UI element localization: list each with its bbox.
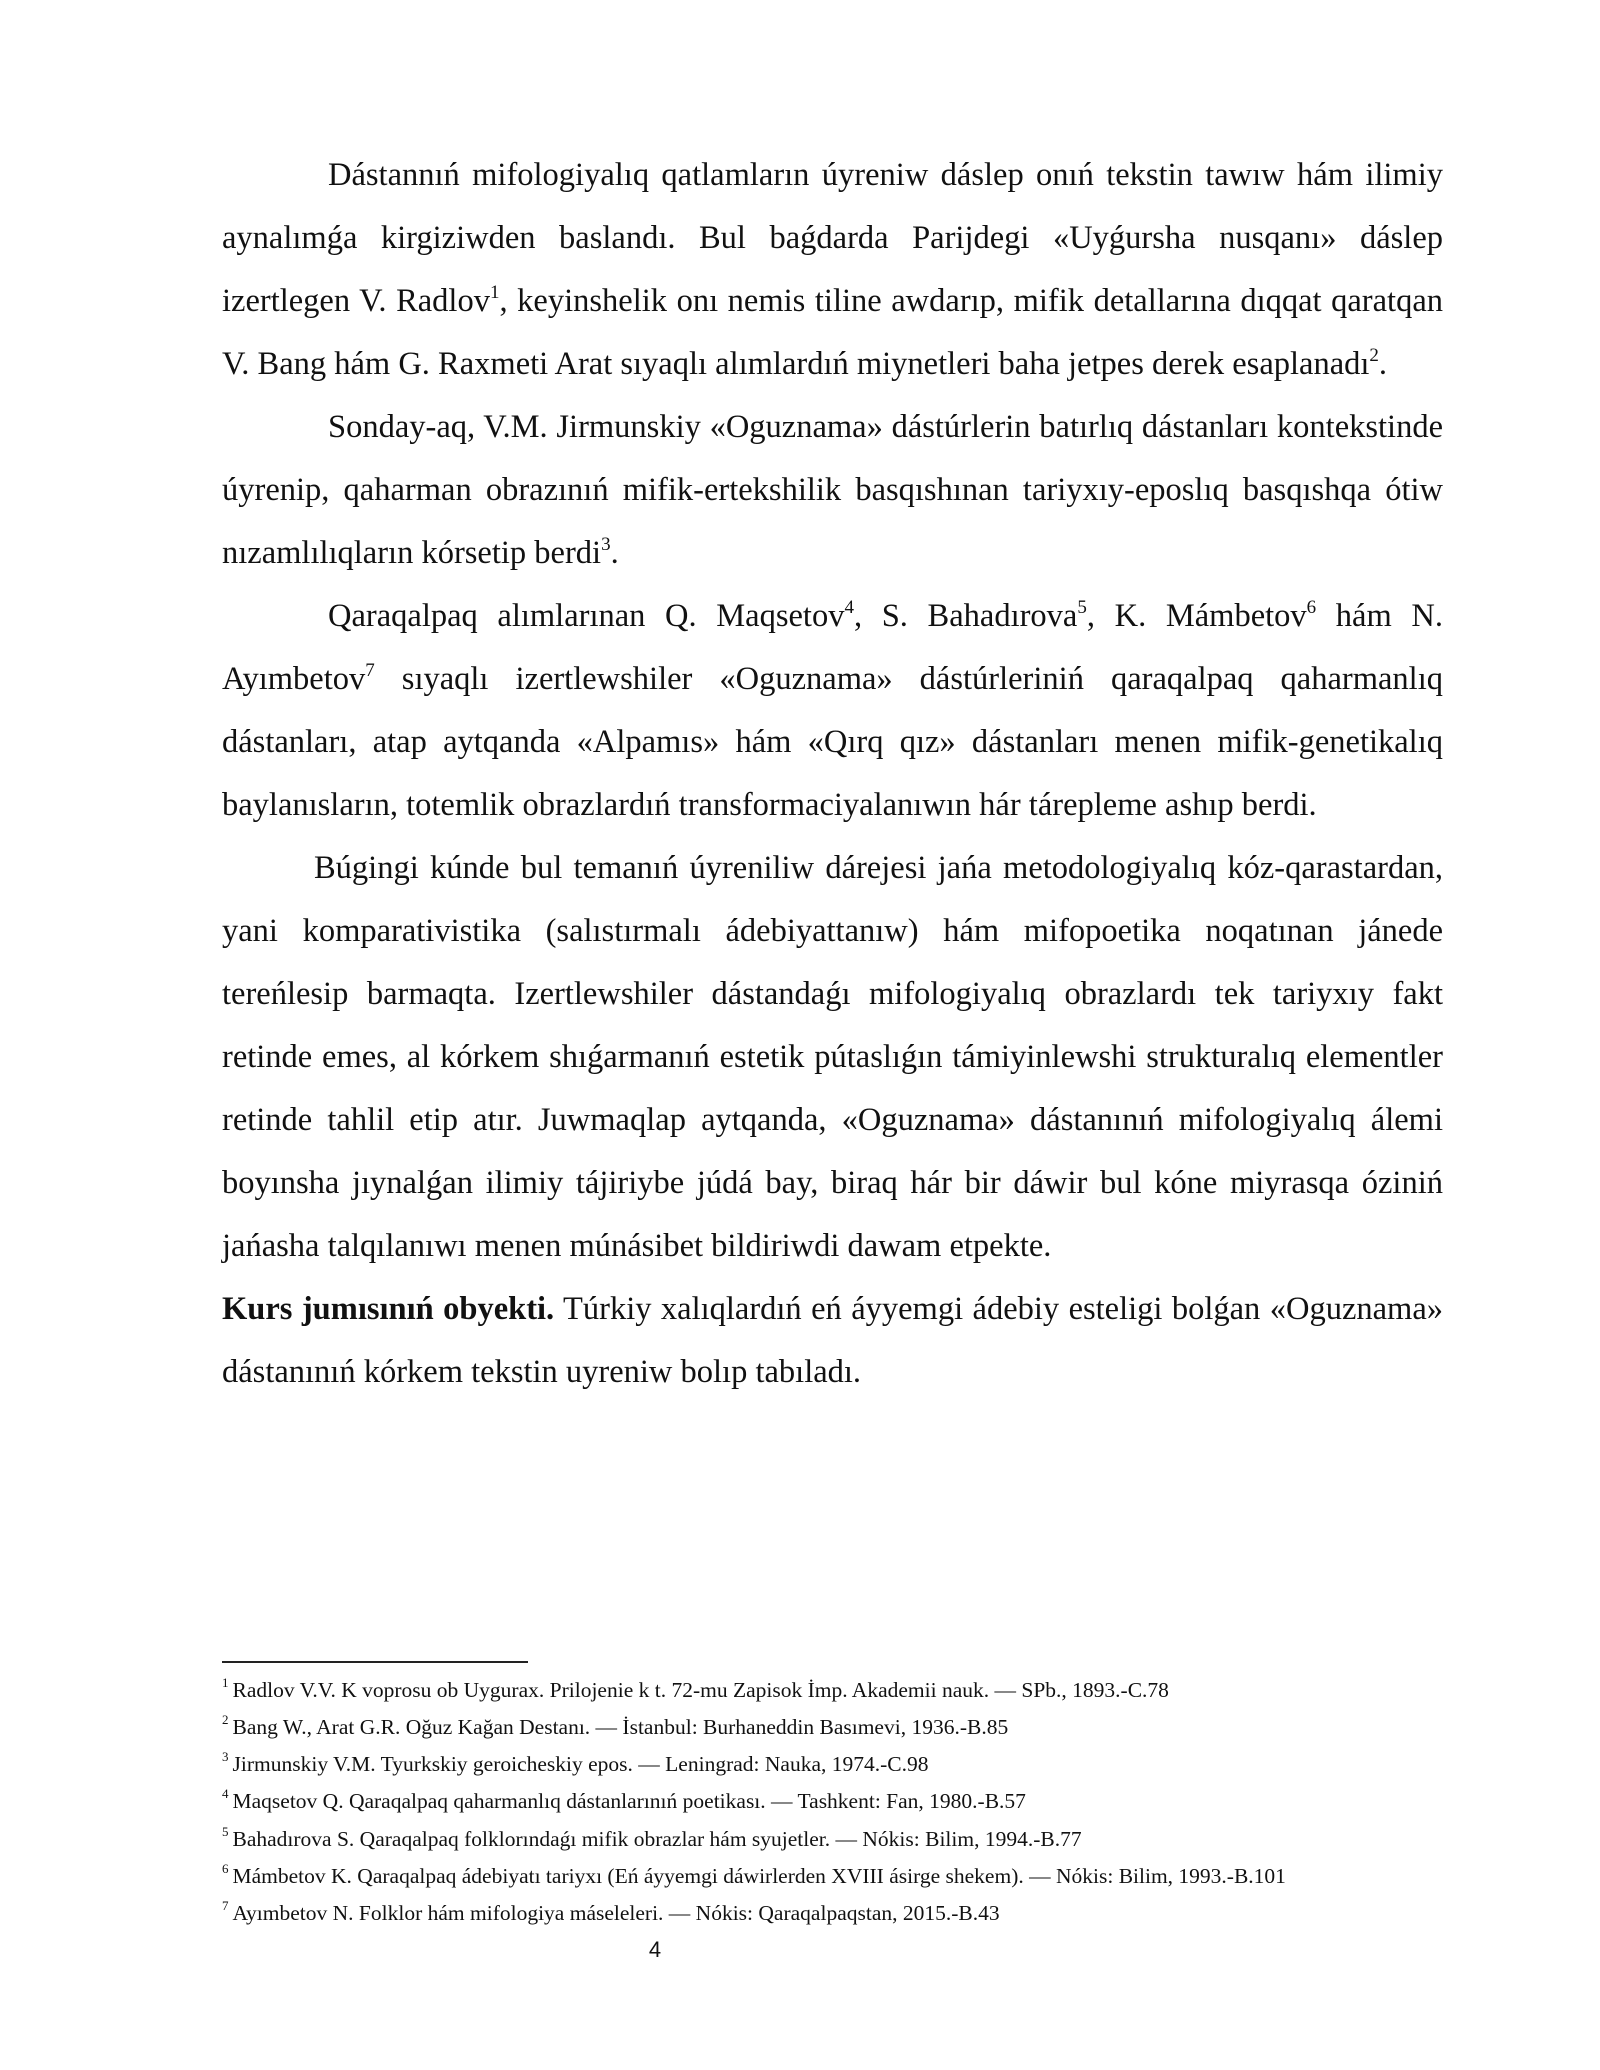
footnote-7	[222, 1892, 1443, 1929]
footnote-3	[222, 1743, 1443, 1780]
paragraph-2-text-a: Sonday-aq, V.M. Jirmunskiy «Oguznama» dástúrlerin batırlıq dástanları kontekstinde úyrenip, qaharman obrazınıń mifik-ertekshilik basqıshınan tariyxıy-eposlıq basqıshqa ótiw nızamlılıqların kórsetip berdi	[222, 409, 1443, 571]
footnote-text: Bahadırova S. Qaraqalpaq folklorındaǵı mifik obrazlar hám syujetler. — Nókis: Bilim, 1994.-B.77	[232, 1826, 1082, 1851]
paragraph-4: Búgingi kúnde bul temanıń úyreniliw dárejesi jańa metodologiyalıq kóz-qarastardan, yani komparativistika (salıstırmalı ádebiyattanıw) hám mifopoetika noqatınan jánede tereńlesip barmaqta. Izertlewshiler dástandaǵı mifologiyalıq obrazlardı tek tariyxıy fakt retinde emes, al kórkem shıǵarmanıń estetik pútaslıǵın támiyinlewshi strukturalıq elementler retinde tahlil etip atır. Juwmaqlap aytqanda, «Oguznama» dástanınıń mifologiyalıq álemi boyınsha jıynalǵan ilimiy tájiriybe júdá bay, biraq hár bir dáwir bul kóne miyrasqa óziniń jańasha talqılanıwı menen múnásibet bildiriwdi dawam etpekte.	[222, 850, 1443, 1264]
footnote-separator	[222, 1661, 528, 1663]
paragraph-3-text-d: hám N. Ayımbetov	[222, 598, 1443, 697]
paragraph-3-text-e: sıyaqlı izertlewshiler «Oguznama» dástúrleriniń qaraqalpaq qaharmanlıq dástanları, atap aytqanda «Alpamıs» hám «Qırq qız» dástanları menen mifik-genetikalıq baylanısların, totemlik obrazlardıń transformaciyalanıwın hár tárepleme ashıp berdi.	[222, 661, 1443, 823]
footnote-text: Jirmunskiy V.M. Tyurkskiy geroicheskiy epos. — Leningrad: Nauka, 1974.-C.98	[232, 1752, 929, 1777]
footnote-text: Radlov V.V. K voprosu ob Uygurax. Prilojenie k t. 72-mu Zapisok İmp. Akademii nauk. — SPb., 1893.-C.78	[232, 1678, 1169, 1703]
footnotes	[222, 1669, 1443, 1929]
footnote-ref-1[interactable]: 1	[489, 282, 500, 304]
footnote-text: Bang W., Arat G.R. Oğuz Kağan Destanı. — İstanbul: Burhaneddin Basımevi, 1936.-B.85	[232, 1715, 1009, 1740]
footnote-text: Ayımbetov N. Folklor hám mifologiya máseleleri. — Nókis: Qaraqalpaqstan, 2015.-B.43	[232, 1901, 1000, 1926]
footnote-number: 4	[222, 1786, 229, 1802]
footnote-number: 2	[222, 1712, 229, 1728]
footnote-ref-7[interactable]: 7	[365, 660, 375, 682]
footnote-number: 7	[222, 1897, 229, 1913]
footnote-number: 1	[222, 1675, 229, 1690]
footnote-5	[222, 1818, 1443, 1855]
paragraph-1-text-c: .	[1378, 346, 1388, 382]
footnote-text: Maqsetov Q. Qaraqalpaq qaharmanlıq dástanlarınıń poetikası. — Tashkent: Fan, 1980.-B.57	[232, 1789, 1026, 1814]
footnote-number: 5	[222, 1823, 229, 1839]
paragraph-3-text-a: Qaraqalpaq alımlarınan Q. Maqsetov	[328, 598, 845, 634]
paragraph-3	[222, 585, 1443, 837]
footnote-1	[222, 1669, 1443, 1706]
object-heading: Kurs jumısınıń obyekti.	[222, 1291, 555, 1327]
footnote-6	[222, 1855, 1443, 1892]
footnote-number: 3	[222, 1749, 229, 1765]
paragraph-2	[222, 396, 1443, 585]
paragraph-1	[222, 144, 1443, 396]
footnote-2	[222, 1706, 1443, 1743]
paragraph-3-text-c: , K. Mámbetov	[1086, 598, 1307, 634]
page-number: 4	[648, 1937, 662, 1962]
paragraph-1-text-b: , keyinshelik onı nemis tiline awdarıp, mifik detallarına dıqqat qaratqan V. Bang hám G. Raxmeti Arat sıyaqlı alımlardıń miynetleri baha jetpes derek esaplanadı	[222, 283, 1443, 382]
footnote-4	[222, 1780, 1443, 1817]
main-text	[222, 144, 1443, 1404]
paragraph-5	[222, 1278, 1443, 1404]
footnote-number: 6	[222, 1860, 229, 1876]
paragraph-3-text-b: , S. Bahadırova	[853, 598, 1078, 634]
footnote-ref-4[interactable]: 4	[844, 597, 854, 619]
paragraph-1-text-a: Dástannıń mifologiyalıq qatlamların úyreniw dáslep onıń tekstin tawıw hám ilimiy aynalımǵa kirgiziwden baslandı. Bul baǵdarda Parijdegi «Uyǵursha nusqanı» dáslep izertlegen V. Radlov	[222, 157, 1443, 319]
footnote-ref-6[interactable]: 6	[1306, 597, 1317, 619]
paragraph-5-text: Túrkiy xalıqlardıń eń áyyemgi ádebiy esteligi bolǵan «Oguznama» dástanınıń kórkem tekstin uyreniw bolıp tabıladı.	[222, 1291, 1444, 1390]
footnote-ref-3[interactable]: 3	[601, 534, 611, 556]
paragraph-2-text-b: .	[610, 535, 619, 571]
footnote-text: Mámbetov K. Qaraqalpaq ádebiyatı tariyxı (Eń áyyemgi dáwirlerden XVIII ásirge shekem). — Nókis: Bilim, 1993.-B.101	[232, 1863, 1286, 1888]
footnote-ref-5[interactable]: 5	[1077, 597, 1087, 619]
footnote-ref-2[interactable]: 2	[1369, 345, 1379, 367]
